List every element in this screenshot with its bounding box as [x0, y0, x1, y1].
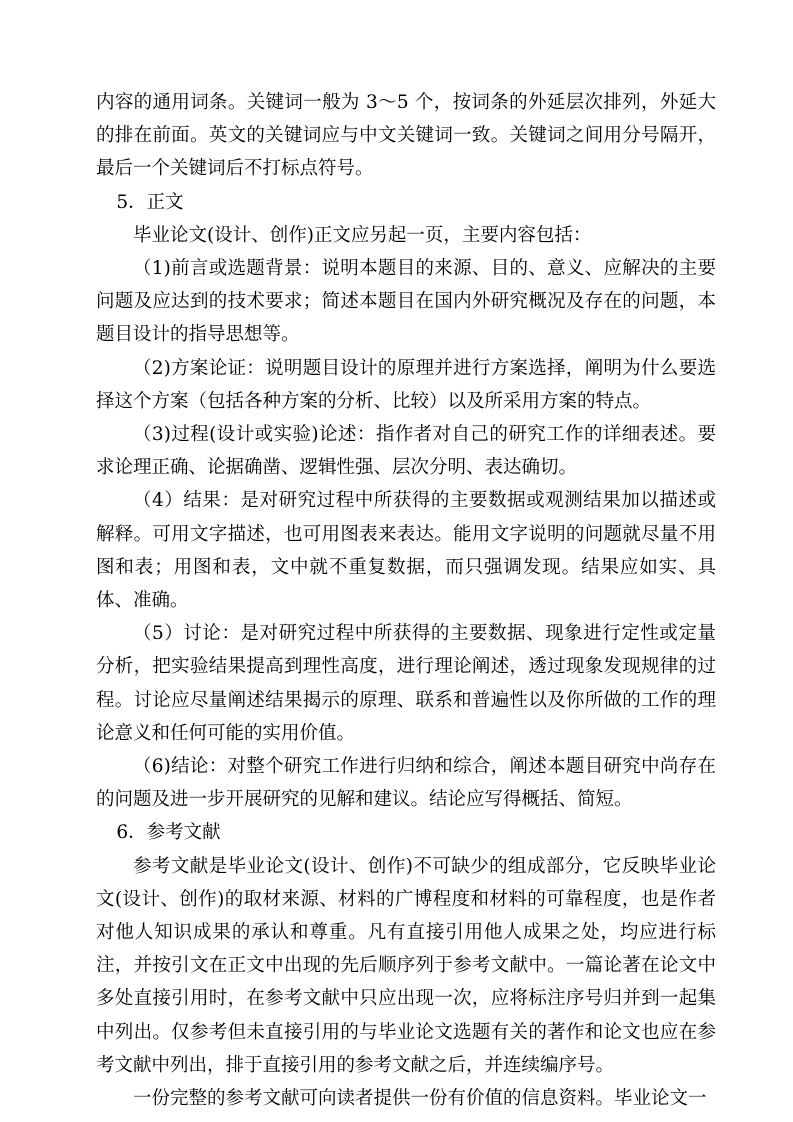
list-item-process: （3)过程(设计或实验)论述：指作者对自己的研究工作的详细表述。要求论理正确、论据确凿、逻辑性强、层次分明、表达确切。 — [96, 424, 716, 479]
section-heading-references: 6．参考文献 — [116, 822, 221, 844]
list-item-conclusion: （6)结论：对整个研究工作进行归纳和综合，阐述本题目研究中尚存在的问题及进一步开展研究的见解和建议。结论应写得概括、简短。 — [96, 756, 716, 811]
section-heading-body: 5．正文 — [116, 191, 184, 213]
paragraph-references-1: 参考文献是毕业论文(设计、创作)不可缺少的组成部分，它反映毕业论文(设计、创作)的取材来源、材料的广博程度和材料的可靠程度，也是作者对他人知识成果的承认和尊重。凡有直接引用他人成果之处，均应进行标注，并按引文在正文中出现的先后顺序列于参考文献中。一篇论著在论文中多处直接引用时，在参考文献中只应出现一次，应将标注序号归并到一起集中列出。仅参考但未直接引用的与毕业论文选题有关的著作和论文也应在参考文献中列出，排于直接引用的参考文献之后，并连续编序号。 — [96, 855, 716, 1076]
paragraph-keywords-continued: 内容的通用词条。关键词一般为 3～5 个，按词条的外延层次排列，外延大的排在前面。英文的关键词应与中文关键词一致。关键词之间用分号隔开，最后一个关键词后不打标点符号。 — [96, 92, 716, 180]
list-item-preface: （1)前言或选题背景：说明本题目的来源、目的、意义、应解决的主要问题及应达到的技术要求；简述本题目在国内外研究概况及存在的问题，本题目设计的指导思想等。 — [96, 258, 716, 346]
paragraph-body-intro: 毕业论文(设计、创作)正文应另起一页，主要内容包括： — [133, 224, 592, 246]
list-item-discussion: （5）讨论：是对研究过程中所获得的主要数据、现象进行定性或定量分析，把实验结果提高到理性高度，进行理论阐述，透过现象发现规律的过程。讨论应尽量阐述结果揭示的原理、联系和普遍性以及你所做的工作的理论意义和任何可能的实用价值。 — [96, 623, 716, 744]
document-page — [96, 86, 716, 1115]
list-item-results: （4）结果：是对研究过程中所获得的主要数据或观测结果加以描述或解释。可用文字描述，也可用图表来表达。能用文字说明的问题就尽量不用图和表；用图和表，文中就不重复数据，而只强调发现。结果应如实、具体、准确。 — [96, 490, 716, 612]
list-item-scheme: （2)方案论证：说明题目设计的原理并进行方案选择，阐明为什么要选择这个方案（包括各种方案的分析、比较）以及所采用方案的特点。 — [96, 357, 716, 412]
paragraph-references-2: 一份完整的参考文献可向读者提供一份有价值的信息资料。毕业论文一 — [133, 1088, 707, 1110]
